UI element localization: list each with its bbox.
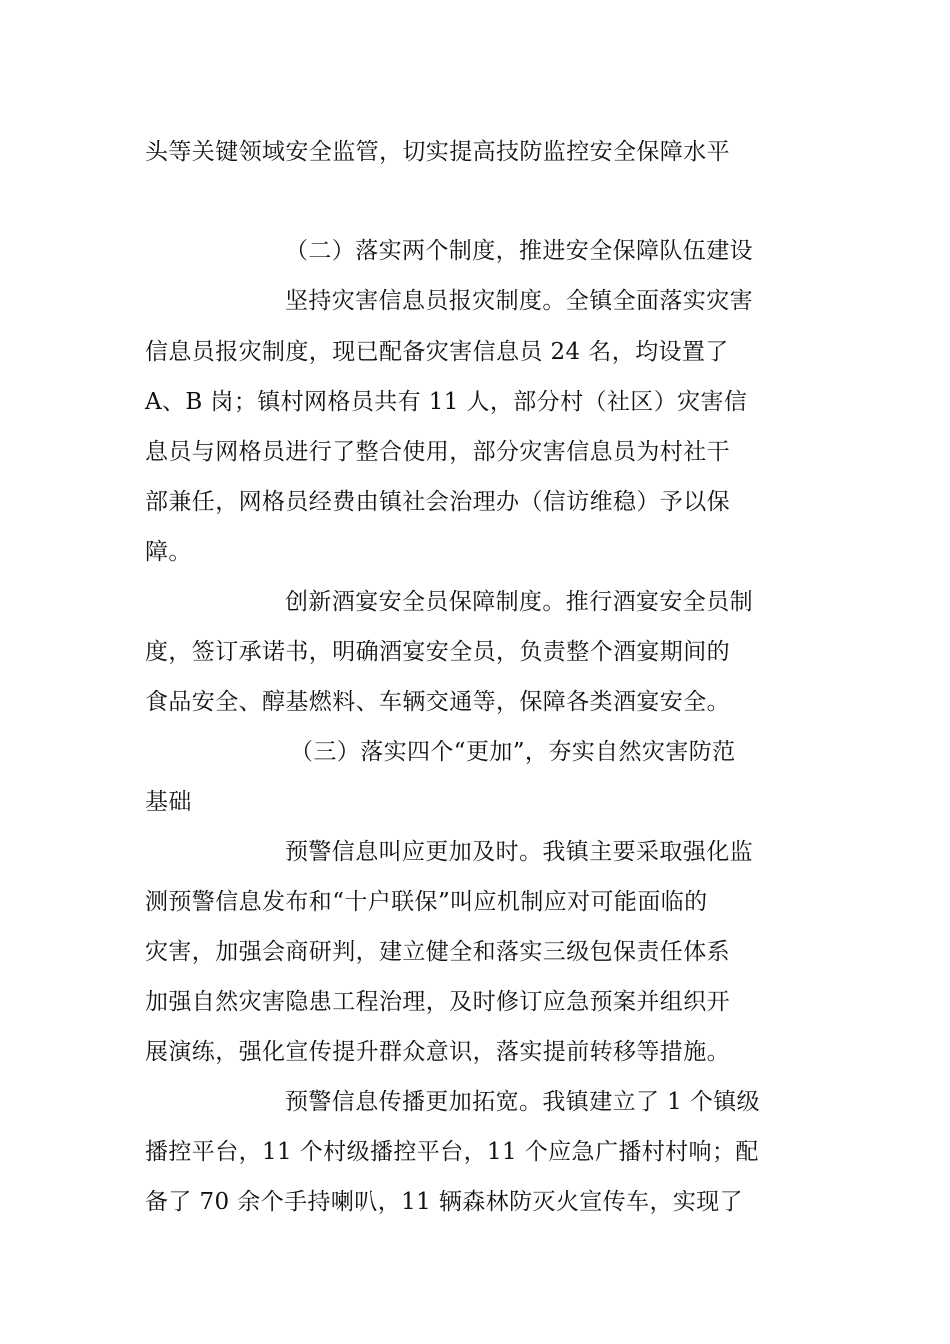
section-heading: （三）落实四个“更加”，夯实自然灾害防范 bbox=[290, 739, 736, 765]
paragraph-line: 播控平台，11 个村级播控平台，11 个应急广播村村响；配 bbox=[145, 1139, 759, 1165]
paragraph-line: 息员与网格员进行了整合使用，部分灾害信息员为村社干 bbox=[145, 439, 730, 465]
paragraph-line: A、B 岗；镇村网格员共有 11 人，部分村（社区）灾害信 bbox=[145, 389, 748, 415]
section-heading: （二）落实两个制度，推进安全保障队伍建设 bbox=[285, 238, 753, 264]
section-heading-continued: 基础 bbox=[145, 789, 192, 815]
paragraph-line: 创新酒宴安全员保障制度。推行酒宴安全员制 bbox=[285, 589, 753, 615]
paragraph-line: 头等关键领域安全监管，切实提高技防监控安全保障水平 bbox=[145, 139, 730, 165]
paragraph-line: 备了 70 余个手持喇叭，11 辆森林防灭火宣传车，实现了 bbox=[145, 1189, 744, 1215]
paragraph-line: 度，签订承诺书，明确酒宴安全员，负责整个酒宴期间的 bbox=[145, 639, 730, 665]
paragraph-line: 坚持灾害信息员报灾制度。全镇全面落实灾害 bbox=[285, 288, 753, 314]
paragraph-line: 灾害，加强会商研判，建立健全和落实三级包保责任体系 bbox=[145, 939, 730, 965]
paragraph-line: 展演练，强化宣传提升群众意识，落实提前转移等措施。 bbox=[145, 1039, 730, 1065]
paragraph-line: 食品安全、醇基燃料、车辆交通等，保障各类酒宴安全。 bbox=[145, 689, 730, 715]
paragraph-line: 加强自然灾害隐患工程治理，及时修订应急预案并组织开 bbox=[145, 989, 730, 1015]
paragraph-line: 测预警信息发布和“十户联保”叫应机制应对可能面临的 bbox=[145, 889, 708, 915]
paragraph-line: 预警信息传播更加拓宽。我镇建立了 1 个镇级 bbox=[285, 1089, 761, 1115]
paragraph-line: 信息员报灾制度，现已配备灾害信息员 24 名，均设置了 bbox=[145, 339, 729, 365]
paragraph-line: 预警信息叫应更加及时。我镇主要采取强化监 bbox=[285, 839, 753, 865]
paragraph-line: 障。 bbox=[145, 539, 192, 565]
paragraph-line: 部兼任，网格员经费由镇社会治理办（信访维稳）予以保 bbox=[145, 489, 730, 515]
